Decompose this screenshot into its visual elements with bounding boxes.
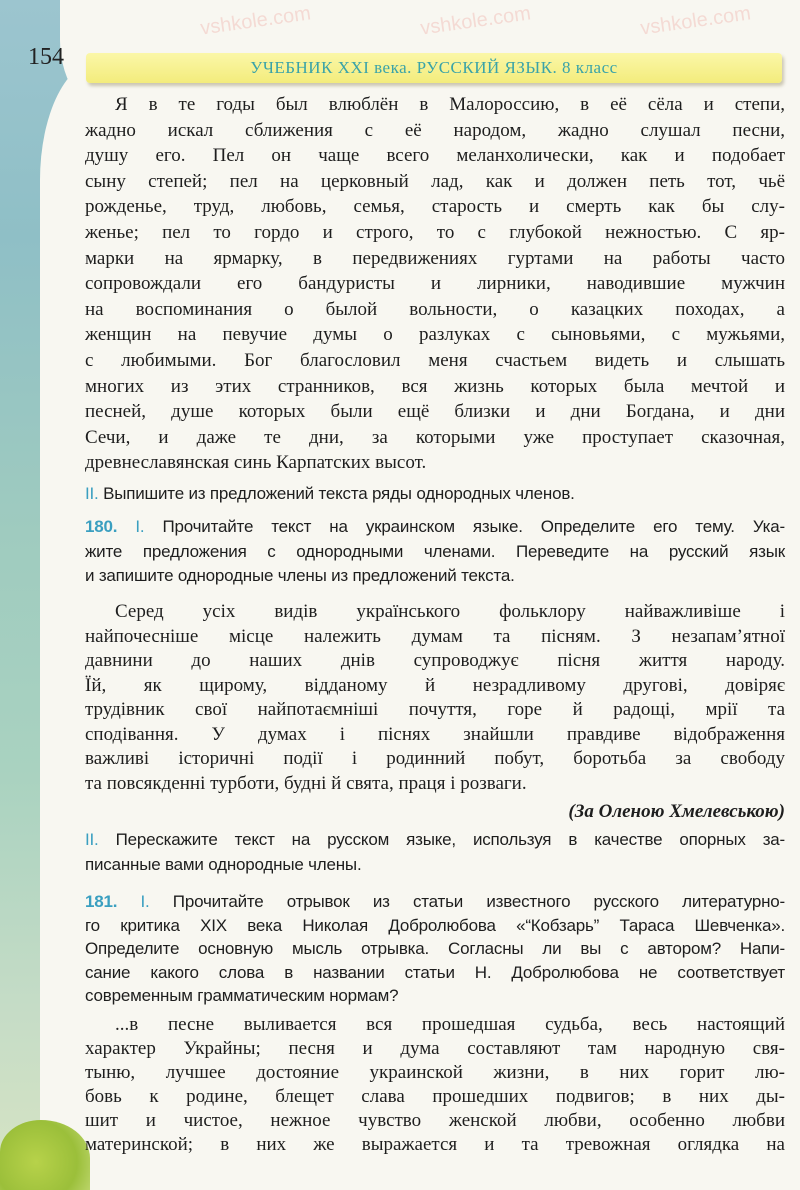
text-line: сыну степей; пел на церковный лад, как и должен петь тот, чьё — [85, 170, 785, 192]
text-line: та повсякденні турботи, будні й свята, праця і розваги. — [85, 772, 527, 794]
text-line: Серед усіх видів українського фольклору найважливіше і — [115, 601, 785, 622]
text-line: с любимыми. Бог благословил меня счастьем видеть и слышать — [85, 349, 785, 371]
text-line: сопровождали его бандуристы и лирники, наводившие мужчин — [85, 273, 785, 295]
text-line: древнеславянская синь Карпатских высот. — [85, 452, 427, 474]
text-line: многих из этих странников, вся жизнь которых была мечтой и — [85, 375, 785, 397]
instruction-line: Перескажите текст на русском языке, используя в качестве опорных за- — [98, 830, 785, 849]
exercise-181-instructions — [85, 890, 785, 1008]
text-line: жадно искал сближения с её народом, жадно слушал песни, — [85, 119, 785, 141]
exercise-180-part-2 — [85, 828, 785, 877]
exercise-number: 181. — [85, 892, 118, 911]
text-line: Я в те годы был влюблён в Малороссию, в её сёла и степи, — [115, 94, 785, 115]
text-line: марки на ярмарку, в передвижениях гуртами на работы часто — [85, 247, 785, 269]
text-line: тыню, лучшее достояние украинской жизни, в них горит лю- — [85, 1062, 785, 1083]
instruction-line: Прочитайте текст на украинском языке. Определите его тему. Ука- — [144, 517, 785, 536]
task-marker: II. — [85, 830, 99, 849]
task-marker: I. — [140, 892, 150, 911]
text-line: на воспоминания о былой вольности, о казацких походах, а — [85, 298, 785, 320]
exercise-number: 180. — [85, 517, 118, 536]
attribution — [85, 800, 785, 823]
exercise-180-instructions — [85, 515, 785, 589]
text-line: важливі історичні події і родинний побут, боротьба за свободу — [85, 748, 785, 769]
text-line: давнини до наших днів супроводжує пісня життя народу. — [85, 650, 785, 671]
instruction-line: Прочитайте отрывок из статьи известного русского литературно- — [149, 892, 785, 911]
watermark: vshkole.com — [419, 2, 533, 40]
text-line: материнской; в них же выражается и та тревожная оглядка на — [85, 1134, 785, 1155]
text-line: бовь к родине, блещет слава прошедших подвигов; в них ды- — [85, 1086, 785, 1107]
text-line: ...в песне выливается вся прошедшая судьба, весь настоящий — [115, 1014, 785, 1035]
text-line: Їй, як щирому, відданому й незрадливому другові, довіряє — [85, 674, 785, 696]
text-line: душу его. Пел он чаще всего меланхолически, как и подобает — [85, 145, 785, 167]
text-line: Сечи, и даже те дни, за которыми уже проступает сказочная, — [85, 426, 785, 448]
task-text: Выпишите из предложений текста ряды однородных членов. — [98, 484, 575, 503]
text-line: женщин на певучие думы о разлуках с сыновьями, с мужьями, — [85, 324, 785, 346]
text-line: шит и чистое, нежное чувство женской любви, особенно любви — [85, 1110, 785, 1131]
dobrolyubov-passage — [85, 1013, 785, 1157]
text-line: песней, душе которых были ещё близки и дни Богдана, и дни — [85, 401, 785, 423]
watermark: vshkole.com — [639, 2, 753, 40]
page-number: 154 — [28, 44, 64, 70]
task-marker: I. — [135, 517, 145, 536]
text-line: найпочесніше місце належить думам та пісням. З незапам’ятної — [85, 625, 785, 647]
watermark: vshkole.com — [199, 2, 313, 40]
instruction-line: го критика XIX века Николая Добролюбова «“Кобзарь” Тараса Шевченка». — [85, 915, 785, 935]
running-header: УЧЕБНИК XXI века. РУССКИЙ ЯЗЫК. 8 класс — [86, 53, 782, 83]
instruction-line: Определите основную мысль отрывка. Согласны ли вы с автором? Напи- — [85, 939, 785, 958]
passage-1 — [85, 92, 785, 476]
text-line: трудівник свої найпотаємніші почуття, горе й радощі, мрії та — [85, 699, 785, 720]
instruction-line: сание какого слова в названии статьи Н. Добролюбова не соответствует — [85, 962, 785, 982]
text-line: рожденье, труд, любовь, семья, старость и смерть как бы слу- — [85, 196, 785, 218]
text-line: сподівання. У думах і піснях знайшли правдиве відображення — [85, 723, 785, 745]
text-line: женье; пел то гордо и строго, то с глубокой нежностью. С яр- — [85, 221, 785, 243]
ukrainian-passage — [85, 600, 785, 796]
instruction-line: и запишите однородные члены из предложений текста. — [85, 566, 515, 585]
task-marker: II. — [85, 484, 99, 503]
text-line: характер Украйны; песня и дума составляют там народную свя- — [85, 1038, 785, 1059]
instruction-line: жите предложения с однородными членами. Переведите на русский язык — [85, 541, 785, 561]
instruction-line: современным грамматическим нормам? — [85, 986, 399, 1005]
instruction-line: писанные вами однородные члены. — [85, 854, 362, 874]
task-179-part-2 — [85, 482, 785, 507]
attribution-text: (За Оленою Хмелевською) — [568, 801, 785, 822]
